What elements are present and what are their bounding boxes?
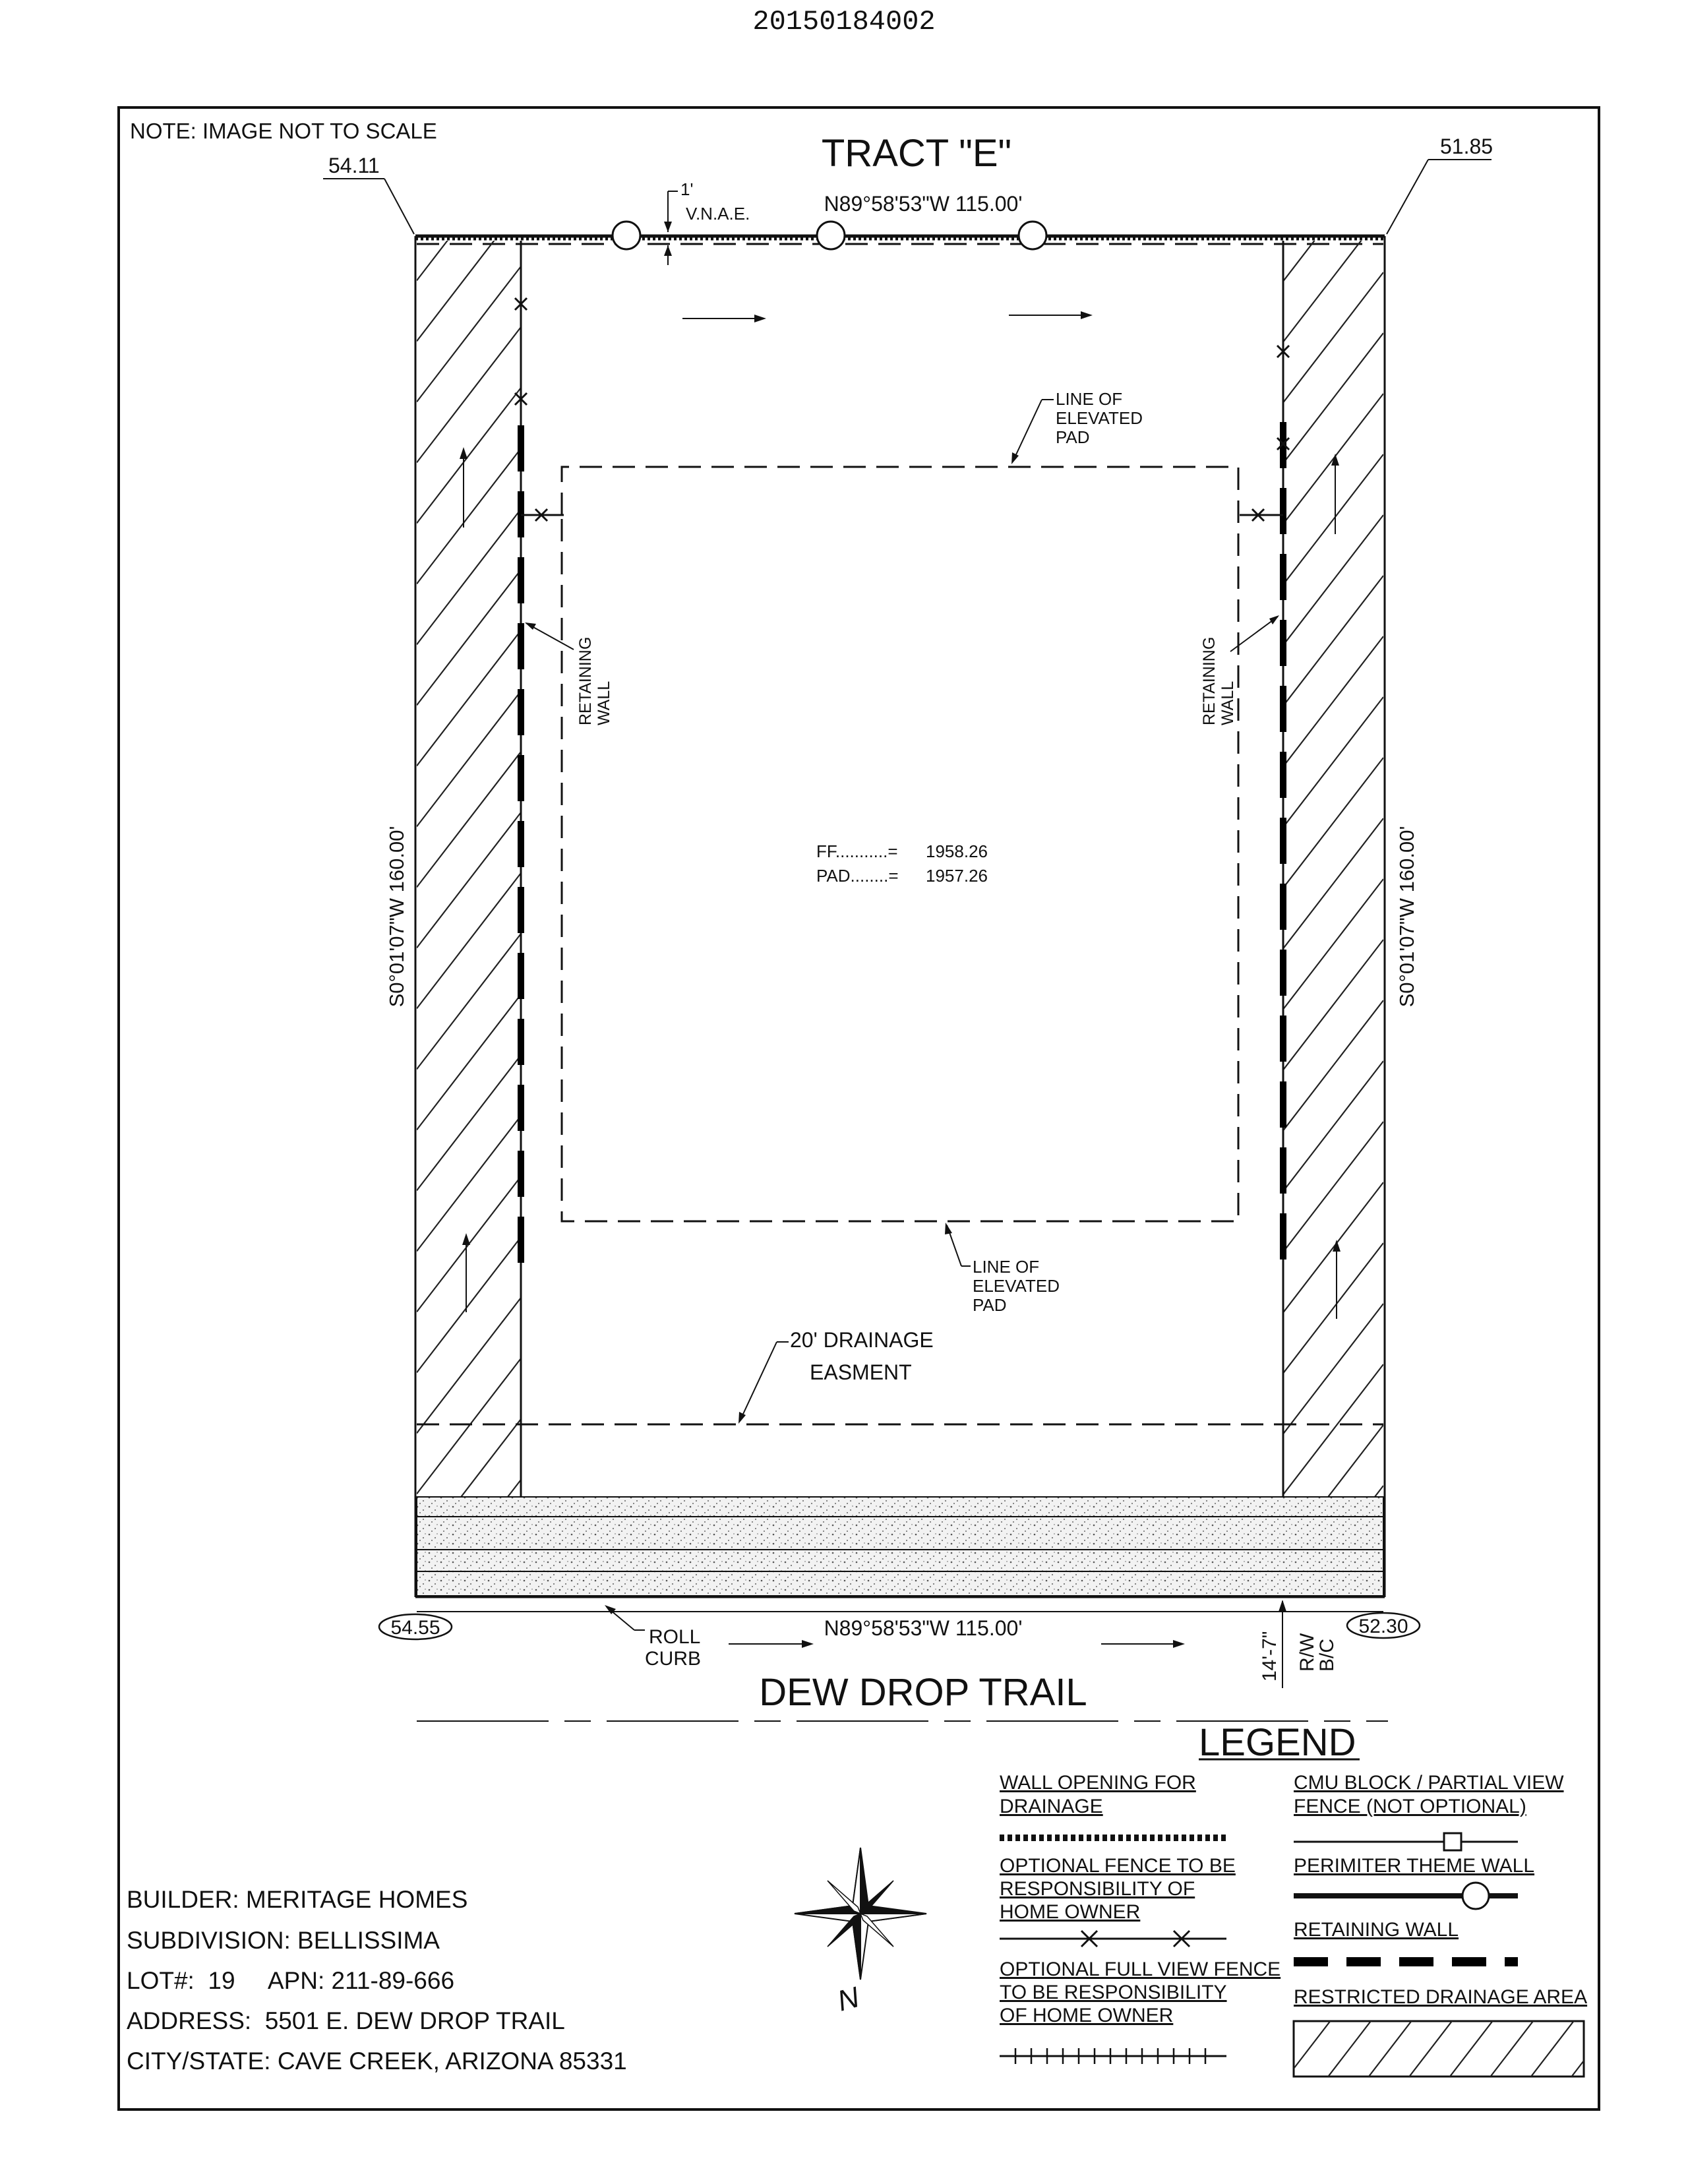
legend-label: PERIMITER THEME WALL — [1294, 1855, 1535, 1877]
optional-fence-marks — [515, 298, 1289, 521]
hatch-line — [417, 266, 521, 402]
hatch-line — [1283, 394, 1383, 524]
legend-symbol-full-view-fence — [1000, 2048, 1226, 2064]
street-name: DEW DROP TRAIL — [759, 1671, 1087, 1714]
sidewalk-band — [417, 1497, 1383, 1596]
pad-callout-bottom — [945, 1223, 1060, 1315]
corner-elevation-bottom-right — [1347, 1613, 1420, 1638]
hatch-line — [1283, 1061, 1383, 1192]
hatch-line — [1283, 515, 1383, 646]
hatch-line — [1283, 1122, 1383, 1252]
hatch-line — [1283, 818, 1383, 949]
vnae-dimension-text: 1' — [680, 179, 694, 199]
ff-value: 1958.26 — [926, 841, 988, 861]
hatch-line — [1283, 697, 1383, 828]
roll-curb-callout — [605, 1605, 701, 1670]
theme-wall-post — [1019, 222, 1046, 249]
legend-label: RETAINING WALL — [1294, 1919, 1459, 1941]
hatch-line — [1283, 1000, 1383, 1131]
builder: BUILDER: MERITAGE HOMES — [127, 1886, 468, 1913]
hatch-line — [1294, 1850, 1584, 2184]
pad-label-line-3: PAD — [1056, 427, 1090, 447]
vnae-label: V.N.A.E. — [686, 204, 750, 224]
hatch-line — [1283, 151, 1383, 282]
hatch-line — [417, 84, 521, 220]
right-of-way-dimension-text: 14'-7" — [1259, 1631, 1281, 1682]
elevation-bottom-right: 52.30 — [1358, 1616, 1408, 1637]
hatch-line — [1283, 272, 1383, 403]
legend-label: TO BE RESPONSIBILITY — [1000, 1982, 1227, 2003]
hatch-line — [1294, 1639, 1584, 2016]
legend-symbol-restricted-drainage — [1294, 2021, 1584, 2077]
legend-label: OF HOME OWNER — [1000, 2005, 1174, 2026]
hatch-line — [417, 327, 521, 462]
elevated-pad-outline — [562, 467, 1238, 1221]
legend-label: DRAINAGE — [1000, 1796, 1103, 1817]
hatch-line — [417, 1116, 521, 1251]
west-bearing: S0°01'07"W 160.00' — [385, 826, 408, 1008]
hatch-line — [417, 570, 521, 705]
hatch-line — [1283, 90, 1383, 221]
south-bearing: N89°58'53"W 115.00' — [824, 1616, 1023, 1640]
drainage-easement-callout — [738, 1328, 934, 1424]
retaining-wall-label-west-2: WALL — [595, 681, 613, 725]
legend-label: HOME OWNER — [1000, 1901, 1141, 1923]
hatch-line — [417, 1055, 521, 1190]
roll-curb-label-1: ROLL — [649, 1626, 701, 1648]
hatch-line — [417, 509, 521, 644]
pad-label-bottom-line-2: ELEVATED — [973, 1276, 1060, 1296]
legend-label: RESTRICTED DRAINAGE AREA — [1294, 1986, 1588, 2008]
north-arrow-compass — [795, 1848, 926, 2018]
elevation-top-right: 51.85 — [1440, 135, 1493, 158]
legend — [1000, 1586, 1587, 2184]
restricted-drainage-area-west — [417, 84, 521, 1676]
retaining-wall-callout-east — [1200, 615, 1279, 725]
hatch-line — [417, 934, 521, 1069]
hatch-line — [1283, 333, 1383, 464]
north-label: N — [833, 1981, 863, 2018]
hatch-line — [1294, 1797, 1584, 2174]
pad-callout-top — [1011, 389, 1143, 464]
corner-elevation-top-left — [323, 154, 414, 234]
drainage-flow-arrows — [460, 311, 1341, 1648]
hatch-line — [1294, 2061, 1584, 2184]
subdivision: SUBDIVISION: BELLISSIMA — [127, 1927, 440, 1954]
restricted-drainage-area-east — [1283, 90, 1383, 1677]
legend-symbol-cmu-block — [1294, 1833, 1518, 1850]
legend-title: LEGEND — [1199, 1721, 1356, 1764]
hatch-line — [1283, 636, 1383, 767]
legend-label: CMU BLOCK / PARTIAL VIEW — [1294, 1772, 1564, 1794]
pad-label-line-1: LINE OF — [1056, 389, 1123, 409]
hatch-line — [1283, 1182, 1383, 1313]
back-of-curb-label: B/C — [1316, 1638, 1338, 1672]
hatch-line — [1283, 758, 1383, 888]
ff-label: FF...........= — [816, 841, 898, 861]
hatch-line — [417, 1298, 521, 1433]
hatch-line — [417, 994, 521, 1130]
pad-label-bottom-line-3: PAD — [973, 1295, 1007, 1315]
lot-info — [127, 1886, 627, 2075]
pad-label-line-2: ELEVATED — [1056, 408, 1143, 428]
elevation-top-left: 54.11 — [328, 154, 380, 177]
retaining-wall-callout-west — [525, 622, 613, 725]
hatch-line — [1283, 576, 1383, 706]
drainage-easement-label-2: EASMENT — [810, 1360, 912, 1384]
legend-symbol-theme-wall — [1294, 1883, 1518, 1909]
retaining-wall-label-east-1: RETAINING — [1200, 636, 1219, 725]
right-of-way-dimension — [1259, 1600, 1338, 1688]
pad-elevation-label: PAD........= — [816, 866, 899, 886]
hatch-line — [417, 145, 521, 280]
hatch-line — [417, 752, 521, 887]
hatch-line — [417, 206, 521, 341]
hatch-line — [1294, 2113, 1584, 2184]
hatch-line — [417, 1358, 521, 1494]
hatch-line — [417, 630, 521, 766]
legend-label: FENCE (NOT OPTIONAL) — [1294, 1796, 1526, 1817]
elevation-bottom-left: 54.55 — [390, 1617, 440, 1639]
hatch-line — [417, 812, 521, 948]
document-number: 20150184002 — [752, 6, 936, 38]
legend-label: WALL OPENING FOR — [1000, 1772, 1196, 1794]
hatch-line — [417, 448, 521, 584]
vnae-dimension — [664, 179, 750, 265]
address: ADDRESS: 5501 E. DEW DROP TRAIL — [127, 2007, 565, 2034]
retaining-wall-label-east-2: WALL — [1219, 681, 1237, 725]
city-state: CITY/STATE: CAVE CREEK, ARIZONA 85331 — [127, 2048, 627, 2075]
legend-label: OPTIONAL FULL VIEW FENCE — [1000, 1958, 1281, 1980]
hatch-line — [1283, 1304, 1383, 1434]
hatch-line — [1283, 879, 1383, 1010]
hatch-line — [1283, 940, 1383, 1070]
hatch-line — [417, 873, 521, 1008]
lot-and-apn: LOT#: 19 APN: 211-89-666 — [127, 1967, 455, 1994]
hatch-line — [417, 388, 521, 523]
right-of-way-label: R/W — [1296, 1633, 1318, 1672]
pad-elevation-value: 1957.26 — [926, 866, 988, 886]
theme-wall-post — [817, 222, 845, 249]
roll-curb-label-2: CURB — [645, 1648, 702, 1670]
hatch-line — [1283, 1243, 1383, 1374]
east-bearing: S0°01'07"W 160.00' — [1395, 826, 1418, 1008]
image-not-to-scale-note: NOTE: IMAGE NOT TO SCALE — [130, 119, 437, 143]
corner-elevation-bottom-left — [379, 1614, 452, 1639]
pad-label-bottom-line-1: LINE OF — [973, 1257, 1040, 1277]
corner-elevation-top-right — [1387, 135, 1493, 234]
hatch-line — [1283, 454, 1383, 585]
hatch-line — [1283, 212, 1383, 342]
retaining-wall-label-west-1: RETAINING — [576, 636, 595, 725]
north-bearing: N89°58'53"W 115.00' — [824, 192, 1023, 216]
hatch-line — [1283, 1364, 1383, 1495]
theme-wall-post — [613, 222, 640, 249]
legend-label: RESPONSIBILITY OF — [1000, 1878, 1195, 1900]
tract-label: TRACT "E" — [821, 132, 1012, 175]
legend-symbol-optional-fence — [1000, 1931, 1226, 1947]
hatch-line — [417, 691, 521, 826]
hatch-line — [417, 1237, 521, 1372]
drainage-easement-label-1: 20' DRAINAGE — [790, 1328, 934, 1352]
legend-label: OPTIONAL FENCE TO BE — [1000, 1855, 1236, 1877]
